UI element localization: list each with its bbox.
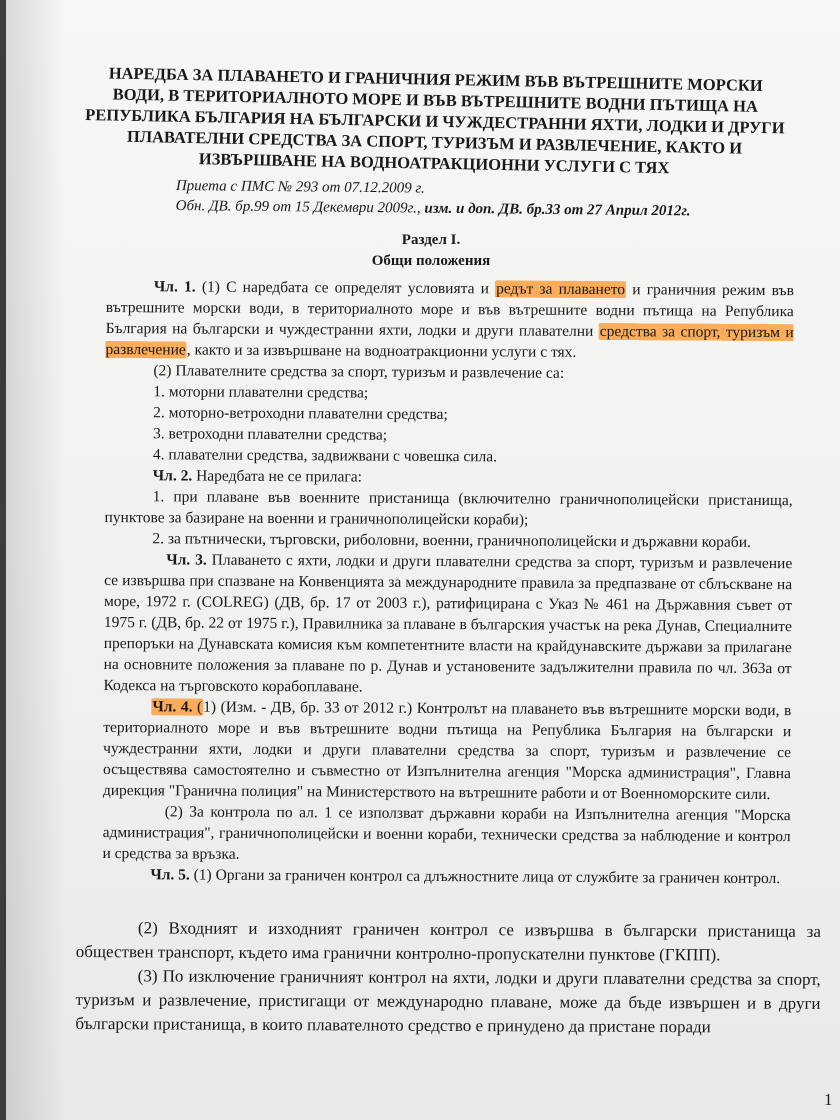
article-label: Чл. 5.: [150, 866, 190, 884]
highlight-mark: средства за спорт, туризъм и развлечение: [105, 323, 794, 359]
article-label: Чл. 1.: [153, 278, 196, 296]
article-5-paragraph-1: Чл. 5. (1) Органи за граничен контрол са длъжностните лица от службите за граничен контрол.: [150, 866, 781, 888]
document-body-lower: [75, 916, 821, 1040]
article-5-paragraph-2: (2) Входният и изходният граничен контрол се извършва в български пристанища за обществен транспорт, където има гранични контролно-пропускателни пунктове (ГКПП).: [75, 918, 821, 965]
list-item: 2. моторно-ветроходни плавателни средства;: [153, 404, 448, 424]
list-item: 2. за пътнически, търговски, риболовни, военни, граничнополицейски и държавни кораби.: [152, 530, 751, 551]
article-4-paragraph-1: Чл. 4. (1) (Изм. - ДВ, бр. 33 от 2012 г.) Контролът на плаването във вътрешните морски води, в териториалното море и във вътрешните водни пътища на Република България на български и чуждестранни яхти, лодки и други плавателни средства за спорт, туризъм и развлечение се осъществява самостоятелно и съвместно от Изпълнителна агенция "Морска администрация", Главна дирекция "Гранична полиция" на Министерството на вътрешните работи и от Военноморските сили.: [102, 698, 792, 804]
article-label: Чл. 2.: [152, 467, 193, 485]
article-3: Чл. 3. Плаването с яхти, лодки и други плавателни средства за спорт, туризъм и развлечение се извършва при спазване на Конвенцията за международните правила за предпазване от сблъскване на море, 1972 г. (COLREG) (ДВ, бр. 17 от 2003 г.), ратифицирана с Указ № 461 на Държавния съвет от 1975 г. (ДВ, бр. 22 от 1975 г.), Правилника за плаване в българския участък на река Дунав, Специалните препоръки на Дунавската комисия към компетентните власти на крайдунавските държави за прилагане на основните положения за плаване по р. Дунав и установените задължителни правила по чл. 363а от Кодекса на търговското корабоплаване.: [103, 551, 793, 696]
article-1-paragraph-2: (2) Плавателните средства за спорт, туризъм и развлечение са:: [153, 362, 565, 382]
article-2: Чл. 2. Наредбата не се прилага:: [152, 467, 363, 486]
article-5-paragraph-3: (3) По изключение граничният контрол на яхти, лодки и други плавателни средства за спорт, туризъм и развлечение, пристигащи от международно плаване, може да бъде извършен и в други български пристанища, в които плавателното средство е принудено да пристане поради: [75, 966, 821, 1037]
article-4-paragraph-2: (2) За контрола по ал. 1 се използват държавни кораби на Изпълнителна агенция "Морска администрация", граничнополицейски и военни кораби, технически средства за наблюдение и контрол и средства за връзка.: [102, 803, 791, 863]
publication-line: Обн. ДВ. бр.99 от 15 Декември 2009г., изм. и доп. ДВ. бр.33 от 27 Април 2012г.: [175, 197, 691, 220]
article-label: Чл. 3.: [166, 551, 207, 569]
section-number: Раздел I.: [401, 232, 461, 248]
adoption-line: Приета с ПМС № 293 от 07.12.2009 г.: [175, 177, 425, 197]
document-title: НАРЕДБА ЗА ПЛАВАНЕТО И ГРАНИЧНИЯ РЕЖИМ ВЪВ ВЪТРЕШНИТЕ МОРСКИ ВОДИ, В ТЕРИТОРИАЛНОТО МОРЕ И ВЪВ ВЪТРЕШНИТЕ ВОДНИ ПЪТИЩА НА РЕПУБЛИКА БЪЛГАРИЯ НА БЪЛГАРСКИ И ЧУЖДЕСТРАННИ ЯХТИ, ЛОДКИ И ДРУГИ ПЛАВАТЕЛНИ СРЕДСТВА ЗА СПОРТ, ТУРИЗЪМ И РАЗВЛЕЧЕНИЕ, КАКТО И ИЗВЪРШВАНЕ НА ВОДНОАТРАКЦИОННИ УСЛУГИ С ТЯХ: [85, 63, 785, 178]
article-label: Чл. 4.: [152, 698, 193, 716]
adoption-info: [176, 176, 776, 222]
article-1-paragraph-1: Чл. 1. (1) С наредбата се определят условията и редът за плаването и граничния режим във вътрешните морски води, в териториалното море и във вътрешните водни пътища на Република България на български и чуждестранни яхти, лодки и други плавателни средства за спорт, туризъм и развлечение, както и за извършване на водноатракционни услуги с тях.: [105, 278, 794, 361]
page-number: 1: [824, 1090, 833, 1109]
highlight-mark: редът за плаването: [496, 280, 626, 299]
list-item: 4. плавателни средства, задвижвани с човешка сила.: [152, 446, 498, 466]
section-name: Общи положения: [371, 253, 491, 269]
list-item: 3. ветроходни плавателни средства;: [152, 425, 388, 444]
document-page: [6, 0, 840, 1120]
document-body: [102, 276, 794, 889]
list-item: 1. моторни плавателни средства;: [153, 383, 369, 402]
section-heading: [306, 230, 556, 272]
highlight-mark: Чл. 4. (: [152, 698, 203, 716]
list-item: 1. при плаване във военните пристанища (включително граничнополицейски пристанища, пунктове за базиране на военни и граничнополицейски кораби);: [104, 488, 793, 529]
